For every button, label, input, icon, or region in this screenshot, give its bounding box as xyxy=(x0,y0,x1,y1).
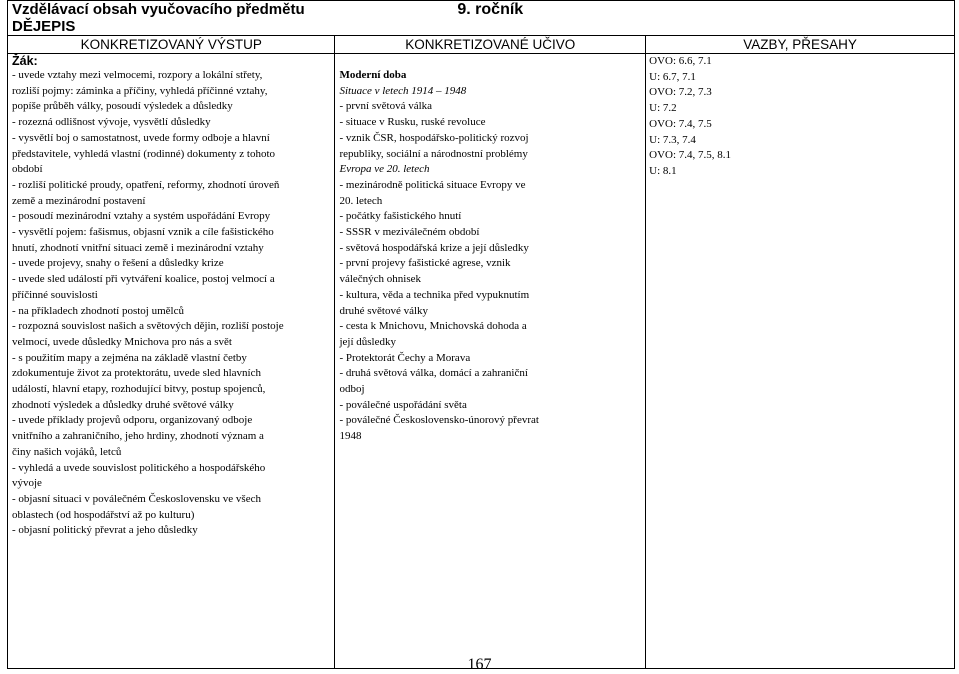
link-line: OVO: 7.2, 7.3 xyxy=(649,86,712,99)
output-line: příčinné souvislosti xyxy=(12,288,98,301)
content-line: republiky, sociální a národnostní problémy xyxy=(339,147,528,160)
content-line: - první světová válka xyxy=(339,100,433,113)
link-line: OVO: 7.4, 7.5, 8.1 xyxy=(649,149,732,162)
content-line: - mezinárodně politická situace Evropy ve xyxy=(339,178,526,191)
output-line: - uvede příklady projevů odporu, organizovaný odboje xyxy=(12,414,253,427)
link-line: U: 7.2 xyxy=(649,102,677,115)
output-line: zhodnotí výsledek a důsledky druhé světové války xyxy=(12,398,234,411)
output-line: vývoje xyxy=(12,477,42,490)
link-line: OVO: 7.4, 7.5 xyxy=(649,117,712,130)
curriculum-table xyxy=(7,0,955,669)
output-line: - rozpozná souvislost našich a světových dějin, rozliší postoje xyxy=(12,320,284,333)
content-line: odboj xyxy=(339,383,365,396)
column-header-links: VAZBY, PŘESAHY xyxy=(646,36,955,54)
link-line: U: 6.7, 7.1 xyxy=(649,70,696,83)
content-row xyxy=(8,54,955,669)
output-line: - posoudí mezinárodní vztahy a systém uspořádání Evropy xyxy=(12,210,271,223)
content-line: - první projevy fašistické agrese, vznik xyxy=(339,257,511,270)
content-subheading-2: Evropa ve 20. letech xyxy=(339,163,430,176)
column-header-content: KONKRETIZOVANÉ UČIVO xyxy=(335,36,646,54)
content-line: - světová hospodářská krize a její důsledky xyxy=(339,241,529,254)
output-line: - vysvětlí boj o samostatnost, uvede formy odboje a hlavní xyxy=(12,131,270,144)
content-line: - poválečné Československo-únorový převrat xyxy=(339,414,539,427)
link-line: U: 7.3, 7.4 xyxy=(649,133,696,146)
content-line: - cesta k Mnichovu, Mnichovská dohoda a xyxy=(339,320,527,333)
title-row xyxy=(8,1,955,36)
content-line: - Protektorát Čechy a Morava xyxy=(339,351,471,364)
content-line: - kultura, věda a technika před vypuknutím xyxy=(339,288,530,301)
content-heading: Moderní doba xyxy=(339,69,407,81)
content-line: - poválečné uspořádání světa xyxy=(339,398,467,411)
content-line: druhé světové války xyxy=(339,304,429,317)
output-line: - rozezná odlišnost vývoje, vysvětlí důsledky xyxy=(12,116,211,129)
column-header-row xyxy=(8,36,955,54)
output-line: období xyxy=(12,163,43,176)
title-spacer xyxy=(646,1,955,36)
document-title: Vzdělávací obsah vyučovacího předmětu DĚJEPIS xyxy=(8,1,335,36)
output-line: událostí, hlavní etapy, rozhodující bitvy, postup spojenců, xyxy=(12,383,266,396)
output-line: - rozliší politické proudy, opatření, reformy, zhodnotí úroveň xyxy=(12,178,280,191)
column-header-outputs: KONKRETIZOVANÝ VÝSTUP xyxy=(8,36,335,54)
output-line: rozliší pojmy: záminka a příčiny, vyhledá příčinné vztahy, xyxy=(12,84,268,97)
output-line: hnutí, zhodnotí vnitřní situaci země i mezinárodní vztahy xyxy=(12,241,264,254)
output-line: - objasní situaci v poválečném Československu ve všech xyxy=(12,492,261,505)
content-list-2 xyxy=(339,178,641,445)
output-line: - objasní politický převrat a jeho důsledky xyxy=(12,524,198,537)
content-list xyxy=(339,99,641,162)
link-line: OVO: 6.6, 7.1 xyxy=(649,55,712,67)
content-line: - druhá světová válka, domácí a zahraniční xyxy=(339,367,528,380)
output-line: představitele, vyhledá vlastní (rodinné) dokumenty z tohoto xyxy=(12,147,276,160)
content-line: - situace v Rusku, ruské revoluce xyxy=(339,116,486,129)
output-line: - uvede vztahy mezi velmocemi, rozpory a lokální střety, xyxy=(12,69,263,81)
content-line: - vznik ČSR, hospodářsko-politický rozvoj xyxy=(339,131,529,144)
content-line: 1948 xyxy=(339,430,362,443)
output-line: zdokumentuje život za protektorátu, uvede sled hlavních xyxy=(12,367,261,380)
output-line: - uvede sled událostí při vytváření koalice, postoj velmocí a xyxy=(12,273,275,286)
output-line: - vysvětlí pojem: fašismus, objasní vznik a cíle fašistického xyxy=(12,226,274,239)
content-cell xyxy=(335,54,646,669)
content-line: - SSSR v meziválečném období xyxy=(339,226,480,239)
output-line: - na příkladech zhodnotí postoj umělců xyxy=(12,304,184,317)
content-line: válečných ohnisek xyxy=(339,273,422,286)
output-line: vnitřního a zahraničního, jeho hrdiny, zhodnotí význam a xyxy=(12,430,264,443)
output-line: - vyhledá a uvede souvislost politického a hospodářského xyxy=(12,461,266,474)
output-line: země a mezinárodní postavení xyxy=(12,194,146,207)
outputs-heading: Žák: xyxy=(12,54,38,68)
content-subheading: Situace v letech 1914 – 1948 xyxy=(339,84,467,97)
content-line: - počátky fašistického hnutí xyxy=(339,210,462,223)
content-line: 20. letech xyxy=(339,194,383,207)
links-list xyxy=(649,54,950,180)
output-line: velmocí, uvede důsledky Mnichova pro nás a svět xyxy=(12,335,232,348)
outputs-list xyxy=(12,68,330,539)
link-line: U: 8.1 xyxy=(649,164,677,177)
links-cell xyxy=(646,54,955,669)
output-line: činy našich vojáků, letců xyxy=(12,445,122,458)
page-number: 167 xyxy=(467,656,492,673)
content-line: její důsledky xyxy=(339,335,396,348)
grade-title: 9. ročník xyxy=(335,1,646,36)
output-line: oblastech (od hospodářství až po kulturu) xyxy=(12,508,195,521)
output-line: - uvede projevy, snahy o řešení a důsledky krize xyxy=(12,257,224,270)
output-line: - s použitím mapy a zejména na základě vlastní četby xyxy=(12,351,247,364)
output-line: popíše průběh války, posoudí výsledek a důsledky xyxy=(12,100,233,113)
outputs-cell xyxy=(8,54,335,669)
